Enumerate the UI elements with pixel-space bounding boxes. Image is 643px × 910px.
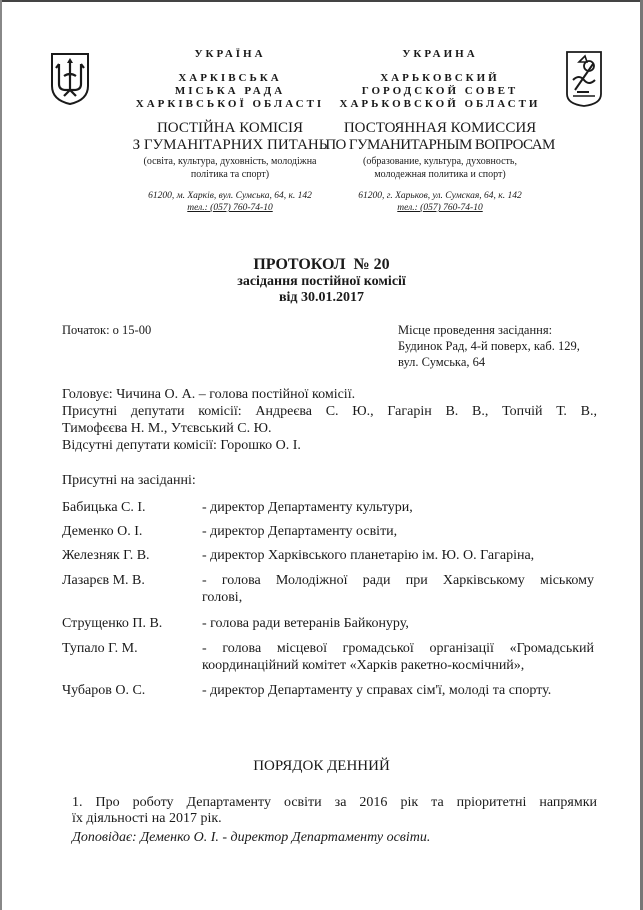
city-emblem-icon: [565, 50, 603, 108]
guest-role-cont: голові,: [202, 590, 243, 605]
header-ru-address: 61200, г. Харьков, ул. Сумская, 64, к. 142: [358, 191, 522, 201]
header-ru-council-2: ГОРОДСКОЙ СОВЕТ: [361, 85, 519, 97]
header-ru-commission-1: ПОСТОЯННАЯ КОМИССИЯ: [343, 120, 537, 136]
guest-role: - директор Департаменту у справах сім'ї, молоді та спорту.: [202, 683, 552, 698]
document-subtitle: засідання постійної комісії: [237, 274, 406, 289]
guest-name: Струщенко П. В.: [62, 616, 163, 631]
header-ua-council-1: ХАРКІВСЬКА: [178, 72, 282, 84]
header-ru-council-3: ХАРЬКОВСКОЙ ОБЛАСТИ: [339, 98, 541, 110]
meeting-place-line2: вул. Сумська, 64: [398, 355, 486, 369]
absent-deputies-line: Відсутні депутати комісії: Горошко О. І.: [62, 438, 301, 453]
guest-role: - директор Харківського планетарію ім. Ю. О. Гагаріна,: [202, 548, 535, 563]
header-ua-scope-1: (освіта, культура, духовність, молодіжна: [143, 156, 317, 167]
guest-name: Чубаров О. С.: [62, 683, 146, 698]
document-title: ПРОТОКОЛ № 20: [253, 256, 390, 273]
agenda-item-1-line2: їх діяльності на 2017 рік.: [72, 811, 222, 826]
header-ru-commission-2: ПО ГУМАНИТАРНЫМ ВОПРОСАМ: [325, 137, 555, 153]
guest-role: - директор Департаменту культури,: [202, 500, 413, 515]
header-ua-phone-text: тел.: (057) 760-74-10: [187, 203, 273, 213]
scan-edge-top: [0, 0, 643, 2]
header-ru-phone: [310, 202, 570, 214]
header-ua-scope-2: політика та спорт): [190, 169, 270, 180]
document-date: від 30.01.2017: [278, 290, 365, 305]
meeting-place-label: Місце проведення засідання:: [398, 323, 553, 337]
header-ru-country: УКРАИНА: [402, 48, 478, 60]
guest-name: Тупало Г. М.: [62, 641, 138, 656]
trident-emblem-icon: [48, 50, 92, 106]
guest-name: Железняк Г. В.: [62, 548, 150, 563]
header-ua-council-2: МІСЬКА РАДА: [174, 85, 286, 97]
header-ru-scope-2: молодежная политика и спорт): [374, 169, 506, 180]
header-ua-address: 61200, м. Харків, вул. Сумська, 64, к. 142: [148, 191, 312, 201]
header-ru-council-1: ХАРЬКОВСКИЙ: [380, 72, 500, 84]
header-ru-phone-text: тел.: (057) 760-74-10: [397, 203, 483, 213]
header-ua-commission-2: З ГУМАНІТАРНИХ ПИТАНЬ: [132, 137, 328, 153]
guest-role: - голова Молодіжної ради при Харківському міському: [202, 573, 594, 588]
guest-role-cont: координаційний комітет «Харків ракетно-космічний»,: [202, 658, 525, 673]
guest-name: Деменко О. І.: [62, 524, 143, 539]
header-ua-commission-1: ПОСТІЙНА КОМІСІЯ: [156, 120, 304, 136]
header-ua-council-3: ХАРКІВСЬКОЇ ОБЛАСТІ: [135, 98, 325, 110]
present-deputies-line1: Присутні депутати комісії: Андреєва С. Ю., Гагарін В. В., Топчій Т. В.,: [62, 404, 597, 419]
header-ua-country: УКРАЇНА: [194, 48, 266, 60]
guest-name: Лазарєв М. В.: [62, 573, 145, 588]
guests-label: Присутні на засіданні:: [62, 473, 196, 488]
agenda-heading: ПОРЯДОК ДЕННИЙ: [253, 758, 390, 774]
present-deputies-line2: Тимофєєва Н. М., Утєвський С. Ю.: [62, 421, 272, 436]
agenda-item-1-speaker: Доповідає: Деменко О. І. - директор Департаменту освіти.: [72, 830, 431, 845]
chair-line: Головує: Чичина О. А. – голова постійної комісії.: [62, 387, 356, 402]
meeting-place-line1: Будинок Рад, 4-й поверх, каб. 129,: [398, 339, 580, 353]
guest-name: Бабицька С. І.: [62, 500, 146, 515]
guest-role: - голова місцевої громадської організації «Громадський: [202, 641, 594, 656]
guest-role: - голова ради ветеранів Байконуру,: [202, 616, 409, 631]
meeting-start: Початок: о 15-00: [62, 323, 152, 337]
agenda-item-1-line1: 1. Про роботу Департаменту освіти за 2016 рік та пріоритетні напрямки: [72, 795, 597, 810]
header-ru-scope-1: (образование, культура, духовность,: [363, 156, 517, 167]
guest-role: - директор Департаменту освіти,: [202, 524, 398, 539]
